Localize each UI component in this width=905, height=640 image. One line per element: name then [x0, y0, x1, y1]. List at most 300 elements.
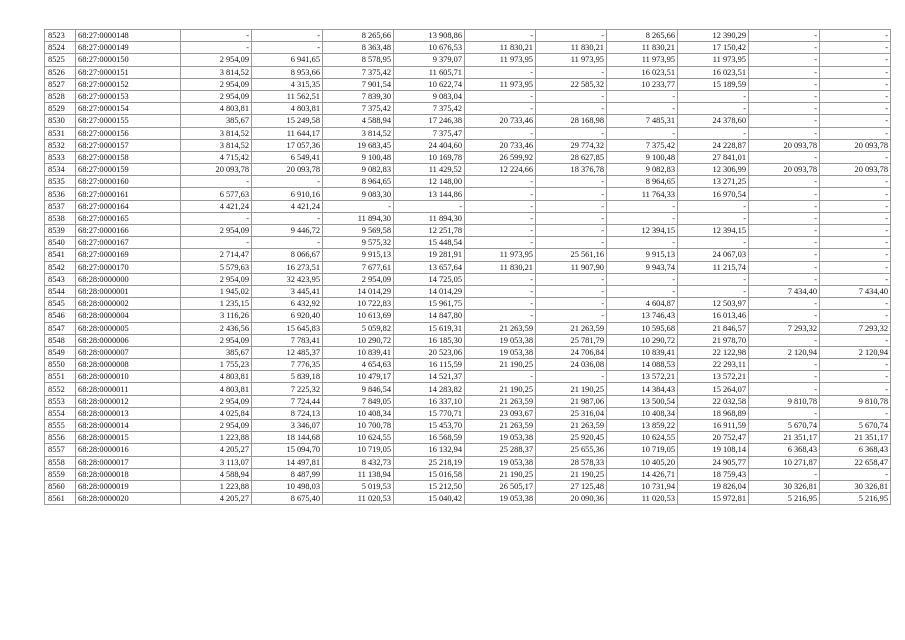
table-row — [45, 139, 891, 151]
value-cell: 6 368,43 — [820, 444, 891, 456]
value-cell: - — [678, 212, 749, 224]
value-cell: 3 814,52 — [181, 127, 252, 139]
value-cell: - — [749, 54, 820, 66]
value-cell: 30 326,81 — [820, 480, 891, 492]
row-number-cell: 8560 — [45, 480, 76, 492]
value-cell: - — [465, 30, 536, 42]
value-cell: 22 658,47 — [820, 456, 891, 468]
row-number-cell: 8525 — [45, 54, 76, 66]
value-cell: 14 521,37 — [394, 371, 465, 383]
value-cell: 8 675,40 — [252, 493, 323, 505]
table-row — [45, 164, 891, 176]
value-cell: - — [749, 261, 820, 273]
value-cell: - — [749, 273, 820, 285]
value-cell: 15 448,54 — [394, 237, 465, 249]
value-cell: 8 265,66 — [323, 30, 394, 42]
value-cell: 11 605,71 — [394, 66, 465, 78]
value-cell: 21 190,25 — [536, 468, 607, 480]
value-cell: 21 846,57 — [678, 322, 749, 334]
value-cell: 7 434,40 — [820, 285, 891, 297]
value-cell: - — [749, 237, 820, 249]
value-cell: - — [252, 42, 323, 54]
value-cell: 19 108,14 — [678, 444, 749, 456]
table-row — [45, 237, 891, 249]
row-number-cell: 8541 — [45, 249, 76, 261]
value-cell: 5 216,95 — [749, 493, 820, 505]
value-cell: - — [465, 285, 536, 297]
value-cell: 13 271,25 — [678, 176, 749, 188]
value-cell: 3 445,41 — [252, 285, 323, 297]
value-cell: - — [820, 103, 891, 115]
value-cell: - — [678, 103, 749, 115]
value-cell: 7 839,30 — [323, 90, 394, 102]
value-cell: - — [820, 383, 891, 395]
value-cell: 25 288,37 — [465, 444, 536, 456]
value-cell: 10 722,83 — [323, 298, 394, 310]
value-cell: - — [749, 200, 820, 212]
value-cell: - — [820, 225, 891, 237]
cadastral-number-cell: 68:27:0000166 — [76, 225, 181, 237]
cadastral-number-cell: 68:27:0000153 — [76, 90, 181, 102]
value-cell: - — [607, 273, 678, 285]
cadastral-number-cell: 68:27:0000161 — [76, 188, 181, 200]
value-cell: 10 290,72 — [607, 334, 678, 346]
row-number-cell: 8549 — [45, 346, 76, 358]
value-cell: 11 894,30 — [323, 212, 394, 224]
value-cell: 6 920,40 — [252, 310, 323, 322]
value-cell: - — [536, 310, 607, 322]
value-cell: 14 847,80 — [394, 310, 465, 322]
cadastral-number-cell: 68:27:0000148 — [76, 30, 181, 42]
value-cell: - — [181, 30, 252, 42]
value-cell: - — [536, 30, 607, 42]
table-row — [45, 285, 891, 297]
value-cell: - — [749, 115, 820, 127]
table-row — [45, 468, 891, 480]
value-cell: 6 941,65 — [252, 54, 323, 66]
cadastral-number-cell: 68:27:0000151 — [76, 66, 181, 78]
value-cell: 9 446,72 — [252, 225, 323, 237]
value-cell: 14 426,71 — [607, 468, 678, 480]
value-cell: 21 190,25 — [465, 383, 536, 395]
value-cell: - — [820, 334, 891, 346]
value-cell: 10 731,94 — [607, 480, 678, 492]
value-cell: 17 057,36 — [252, 139, 323, 151]
value-cell: - — [749, 188, 820, 200]
value-cell: 11 973,95 — [465, 249, 536, 261]
value-cell: - — [749, 176, 820, 188]
row-number-cell: 8523 — [45, 30, 76, 42]
value-cell: 9 083,04 — [394, 90, 465, 102]
value-cell: - — [536, 66, 607, 78]
value-cell: 3 814,52 — [181, 66, 252, 78]
value-cell: 4 803,81 — [181, 383, 252, 395]
value-cell: 10 233,77 — [607, 78, 678, 90]
value-cell: 10 408,34 — [607, 407, 678, 419]
value-cell: 10 408,34 — [323, 407, 394, 419]
value-cell: - — [820, 468, 891, 480]
table-row — [45, 334, 891, 346]
value-cell: - — [607, 127, 678, 139]
value-cell: 18 759,43 — [678, 468, 749, 480]
value-cell: 5 579,63 — [181, 261, 252, 273]
row-number-cell: 8528 — [45, 90, 76, 102]
value-cell: 14 014,29 — [394, 285, 465, 297]
value-cell: 5 216,95 — [820, 493, 891, 505]
value-cell: - — [536, 298, 607, 310]
row-number-cell: 8556 — [45, 432, 76, 444]
row-number-cell: 8557 — [45, 444, 76, 456]
value-cell: 8 265,66 — [607, 30, 678, 42]
value-cell: 4 421,24 — [181, 200, 252, 212]
value-cell: 2 954,09 — [181, 334, 252, 346]
value-cell: - — [465, 371, 536, 383]
value-cell: 19 053,38 — [465, 432, 536, 444]
value-cell: 10 624,55 — [323, 432, 394, 444]
value-cell: - — [749, 90, 820, 102]
row-number-cell: 8524 — [45, 42, 76, 54]
table-row — [45, 30, 891, 42]
value-cell: 4 315,35 — [252, 78, 323, 90]
value-cell: 11 830,21 — [607, 42, 678, 54]
cadastral-number-cell: 68:28:0000013 — [76, 407, 181, 419]
value-cell: - — [536, 285, 607, 297]
value-cell: 14 283,82 — [394, 383, 465, 395]
value-cell: - — [536, 176, 607, 188]
value-cell: 20 752,47 — [678, 432, 749, 444]
value-cell: - — [749, 78, 820, 90]
table-row — [45, 212, 891, 224]
cadastral-number-cell: 68:28:0000008 — [76, 359, 181, 371]
table-row — [45, 103, 891, 115]
value-cell: 9 569,58 — [323, 225, 394, 237]
value-cell: - — [465, 176, 536, 188]
value-cell: - — [465, 212, 536, 224]
value-cell: 21 190,25 — [536, 383, 607, 395]
value-cell: 4 803,81 — [181, 371, 252, 383]
value-cell: 20 093,78 — [749, 139, 820, 151]
value-cell: 10 595,68 — [607, 322, 678, 334]
value-cell: 8 724,13 — [252, 407, 323, 419]
row-number-cell: 8555 — [45, 420, 76, 432]
value-cell: 10 839,41 — [607, 346, 678, 358]
value-cell: - — [252, 176, 323, 188]
value-cell: 21 190,25 — [465, 359, 536, 371]
value-cell: 14 384,43 — [607, 383, 678, 395]
value-cell: 21 263,59 — [465, 322, 536, 334]
value-cell: 2 954,09 — [323, 273, 394, 285]
value-cell: - — [536, 103, 607, 115]
value-cell: 2 954,09 — [181, 273, 252, 285]
value-cell: - — [749, 468, 820, 480]
value-cell: 10 676,53 — [394, 42, 465, 54]
row-number-cell: 8529 — [45, 103, 76, 115]
value-cell: 11 020,53 — [323, 493, 394, 505]
row-number-cell: 8561 — [45, 493, 76, 505]
value-cell: - — [536, 90, 607, 102]
value-cell: 29 774,32 — [536, 139, 607, 151]
value-cell: - — [749, 298, 820, 310]
value-cell: 7 293,32 — [749, 322, 820, 334]
value-cell: 17 150,42 — [678, 42, 749, 54]
cadastral-number-cell: 68:28:0000020 — [76, 493, 181, 505]
cadastral-number-cell: 68:28:0000015 — [76, 432, 181, 444]
value-cell: 15 249,58 — [252, 115, 323, 127]
value-cell: 22 032,58 — [678, 395, 749, 407]
value-cell: 16 023,51 — [678, 66, 749, 78]
cadastral-number-cell: 68:28:0000006 — [76, 334, 181, 346]
value-cell: 13 500,54 — [607, 395, 678, 407]
row-number-cell: 8548 — [45, 334, 76, 346]
value-cell: 11 138,94 — [323, 468, 394, 480]
value-cell: 24 706,84 — [536, 346, 607, 358]
value-cell: 21 351,17 — [820, 432, 891, 444]
row-number-cell: 8533 — [45, 151, 76, 163]
value-cell: - — [607, 103, 678, 115]
value-cell: 9 810,78 — [749, 395, 820, 407]
value-cell: - — [536, 371, 607, 383]
value-cell: 9 846,54 — [323, 383, 394, 395]
value-cell: 3 814,52 — [323, 127, 394, 139]
value-cell: 14 497,81 — [252, 456, 323, 468]
value-cell: - — [607, 200, 678, 212]
value-cell: - — [465, 298, 536, 310]
cadastral-number-cell: 68:28:0000004 — [76, 310, 181, 322]
row-number-cell: 8547 — [45, 322, 76, 334]
table-row — [45, 371, 891, 383]
value-cell: - — [749, 103, 820, 115]
table-row — [45, 261, 891, 273]
value-cell: - — [607, 285, 678, 297]
value-cell: 22 585,32 — [536, 78, 607, 90]
cadastral-number-cell: 68:28:0000019 — [76, 480, 181, 492]
value-cell: - — [465, 237, 536, 249]
value-cell: 25 655,36 — [536, 444, 607, 456]
cadastral-number-cell: 68:27:0000152 — [76, 78, 181, 90]
value-cell: 15 189,59 — [678, 78, 749, 90]
value-cell: 7 677,61 — [323, 261, 394, 273]
table-row — [45, 249, 891, 261]
value-cell: 2 714,47 — [181, 249, 252, 261]
value-cell: - — [820, 298, 891, 310]
table-row — [45, 432, 891, 444]
value-cell: 7 293,32 — [820, 322, 891, 334]
value-cell: - — [820, 30, 891, 42]
value-cell: - — [181, 212, 252, 224]
value-cell: 8 487,99 — [252, 468, 323, 480]
value-cell: 12 224,66 — [465, 164, 536, 176]
value-cell: 13 746,43 — [607, 310, 678, 322]
cadastral-number-cell: 68:28:0000014 — [76, 420, 181, 432]
value-cell: 16 568,59 — [394, 432, 465, 444]
value-cell: 8 578,95 — [323, 54, 394, 66]
table-row — [45, 407, 891, 419]
value-cell: 10 498,03 — [252, 480, 323, 492]
value-cell: 2 954,09 — [181, 90, 252, 102]
table-row — [45, 151, 891, 163]
value-cell: - — [678, 200, 749, 212]
cadastral-number-cell: 68:27:0000164 — [76, 200, 181, 212]
value-cell: 25 316,04 — [536, 407, 607, 419]
value-cell: 11 215,74 — [678, 261, 749, 273]
value-cell: 23 093,67 — [465, 407, 536, 419]
value-cell: 13 572,21 — [678, 371, 749, 383]
value-cell: 27 841,01 — [678, 151, 749, 163]
value-cell: 3 814,52 — [181, 139, 252, 151]
value-cell: 1 235,15 — [181, 298, 252, 310]
cadastral-number-cell: 68:28:0000016 — [76, 444, 181, 456]
value-cell: 4 654,63 — [323, 359, 394, 371]
value-cell: - — [323, 200, 394, 212]
value-cell: 4 803,81 — [252, 103, 323, 115]
value-cell: 3 116,26 — [181, 310, 252, 322]
value-cell: 21 190,25 — [465, 468, 536, 480]
value-cell: - — [181, 176, 252, 188]
cadastral-number-cell: 68:28:0000002 — [76, 298, 181, 310]
value-cell: 11 020,53 — [607, 493, 678, 505]
table-row — [45, 90, 891, 102]
cadastral-number-cell: 68:27:0000170 — [76, 261, 181, 273]
value-cell: - — [749, 383, 820, 395]
value-cell: - — [820, 200, 891, 212]
value-cell: 5 670,74 — [749, 420, 820, 432]
value-cell: - — [465, 103, 536, 115]
value-cell: 9 943,74 — [607, 261, 678, 273]
value-cell: 12 148,00 — [394, 176, 465, 188]
table-row — [45, 444, 891, 456]
value-cell: - — [181, 237, 252, 249]
value-cell: 2 120,94 — [749, 346, 820, 358]
value-cell: - — [678, 285, 749, 297]
value-cell: - — [749, 127, 820, 139]
value-cell: 11 644,17 — [252, 127, 323, 139]
value-cell: 16 970,54 — [678, 188, 749, 200]
row-number-cell: 8542 — [45, 261, 76, 273]
value-cell: 10 839,41 — [323, 346, 394, 358]
cadastral-number-cell: 68:27:0000154 — [76, 103, 181, 115]
cadastral-number-cell: 68:28:0000007 — [76, 346, 181, 358]
value-cell: 25 218,19 — [394, 456, 465, 468]
value-cell: 25 781,79 — [536, 334, 607, 346]
value-cell: 6 368,43 — [749, 444, 820, 456]
value-cell: - — [536, 200, 607, 212]
table-row — [45, 42, 891, 54]
value-cell: 16 023,51 — [607, 66, 678, 78]
row-number-cell: 8535 — [45, 176, 76, 188]
cadastral-number-cell: 68:28:0000001 — [76, 285, 181, 297]
value-cell: 32 423,95 — [252, 273, 323, 285]
value-cell: - — [607, 212, 678, 224]
value-cell: 14 088,53 — [607, 359, 678, 371]
value-cell: 2 954,09 — [181, 225, 252, 237]
value-cell: - — [536, 188, 607, 200]
row-number-cell: 8551 — [45, 371, 76, 383]
value-cell: 7 375,42 — [323, 103, 394, 115]
row-number-cell: 8534 — [45, 164, 76, 176]
value-cell: 1 755,23 — [181, 359, 252, 371]
value-cell: 7 375,42 — [607, 139, 678, 151]
value-cell: - — [749, 334, 820, 346]
value-cell: 10 700,78 — [323, 420, 394, 432]
value-cell: 10 169,78 — [394, 151, 465, 163]
value-cell: - — [252, 237, 323, 249]
value-cell: 24 404,60 — [394, 139, 465, 151]
value-cell: 10 479,17 — [323, 371, 394, 383]
value-cell: 16 273,51 — [252, 261, 323, 273]
value-cell: 21 263,59 — [536, 420, 607, 432]
value-cell: 8 964,65 — [323, 176, 394, 188]
value-cell: 10 271,87 — [749, 456, 820, 468]
value-cell: 11 764,33 — [607, 188, 678, 200]
value-cell: - — [607, 90, 678, 102]
cadastral-number-cell: 68:27:0000155 — [76, 115, 181, 127]
value-cell: 10 613,69 — [323, 310, 394, 322]
value-cell: - — [465, 225, 536, 237]
value-cell: 15 645,83 — [252, 322, 323, 334]
value-cell: 9 379,07 — [394, 54, 465, 66]
value-cell: - — [465, 310, 536, 322]
value-cell: 20 093,78 — [820, 139, 891, 151]
value-cell: - — [749, 151, 820, 163]
value-cell: 11 429,52 — [394, 164, 465, 176]
row-number-cell: 8553 — [45, 395, 76, 407]
row-number-cell: 8559 — [45, 468, 76, 480]
value-cell: 26 599,92 — [465, 151, 536, 163]
value-cell: - — [749, 310, 820, 322]
value-cell: - — [820, 176, 891, 188]
row-number-cell: 8545 — [45, 298, 76, 310]
value-cell: 8 363,48 — [323, 42, 394, 54]
value-cell: 15 961,75 — [394, 298, 465, 310]
value-cell: 11 894,30 — [394, 212, 465, 224]
value-cell: 28 627,85 — [536, 151, 607, 163]
value-cell: - — [820, 42, 891, 54]
value-cell: 385,67 — [181, 115, 252, 127]
table-row — [45, 225, 891, 237]
value-cell: 7 783,41 — [252, 334, 323, 346]
value-cell: - — [820, 371, 891, 383]
table-row — [45, 395, 891, 407]
value-cell: 27 125,48 — [536, 480, 607, 492]
value-cell: 11 973,95 — [607, 54, 678, 66]
value-cell: 3 346,07 — [252, 420, 323, 432]
value-cell: 10 719,05 — [607, 444, 678, 456]
value-cell: - — [465, 127, 536, 139]
table-row — [45, 78, 891, 90]
value-cell: 20 093,78 — [820, 164, 891, 176]
cadastral-number-cell: 68:27:0000169 — [76, 249, 181, 261]
value-cell: - — [820, 407, 891, 419]
value-cell: 15 453,70 — [394, 420, 465, 432]
value-cell: 16 013,46 — [678, 310, 749, 322]
value-cell: 19 053,38 — [465, 334, 536, 346]
value-cell: - — [820, 188, 891, 200]
value-cell: 2 954,09 — [181, 420, 252, 432]
table-row — [45, 298, 891, 310]
value-cell: 25 920,45 — [536, 432, 607, 444]
value-cell: 9 082,83 — [607, 164, 678, 176]
value-cell: 14 014,29 — [323, 285, 394, 297]
row-number-cell: 8526 — [45, 66, 76, 78]
table-row — [45, 420, 891, 432]
value-cell: 21 351,17 — [749, 432, 820, 444]
value-cell: 6 910,16 — [252, 188, 323, 200]
cadastral-number-cell: 68:27:0000156 — [76, 127, 181, 139]
value-cell: - — [820, 261, 891, 273]
value-cell: 12 306,99 — [678, 164, 749, 176]
value-cell: 19 053,38 — [465, 493, 536, 505]
value-cell: 12 251,78 — [394, 225, 465, 237]
